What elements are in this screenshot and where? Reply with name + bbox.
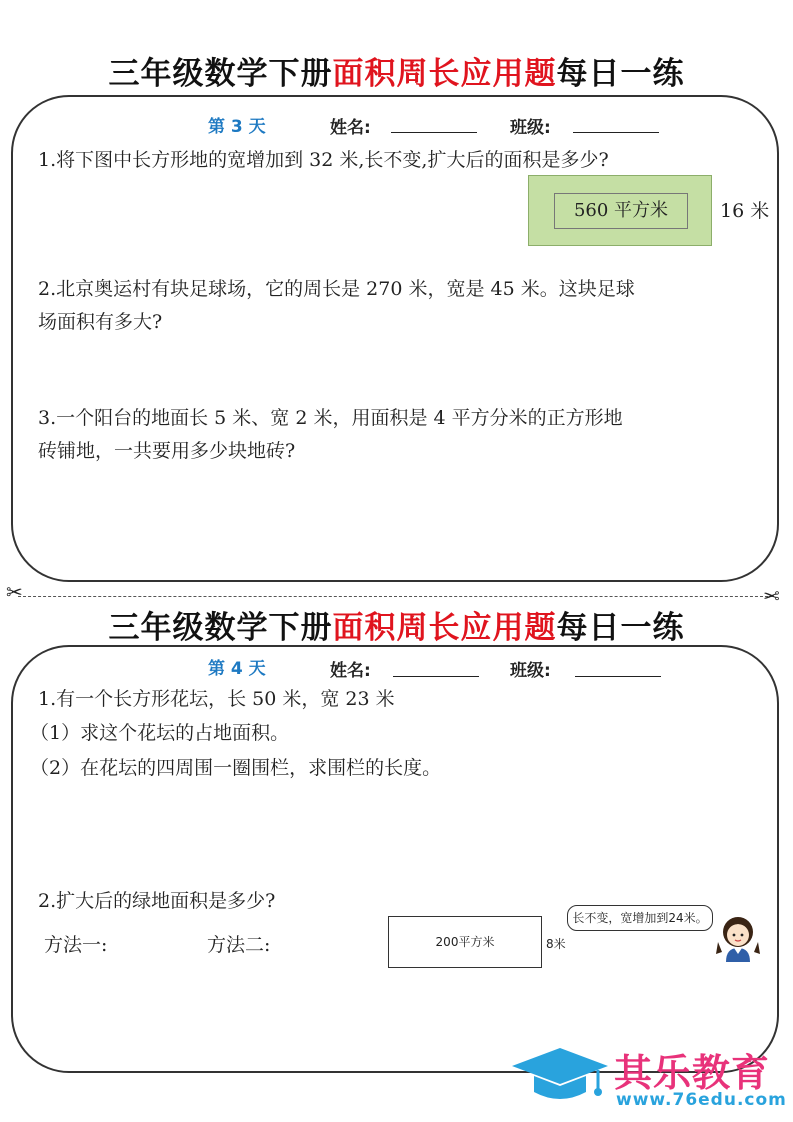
name-label: 姓名: [330,118,371,138]
scissors-icon: ✂ [6,580,23,604]
figure-side-label: 8米 [546,937,566,951]
question-1: 1.有一个长方形花坛，长 50 米，宽 23 米 [38,688,395,710]
girl-avatar-icon [714,912,762,964]
worksheet-title-2 [0,602,793,647]
question-1: 1.将下图中长方形地的宽增加到 32 米,长不变,扩大后的面积是多少? [38,149,609,171]
rectangle-figure [528,175,712,246]
graduation-cap-icon [510,1044,610,1110]
title-part-topic: 面积周长应用题 [332,56,557,92]
question-2: 2.扩大后的绿地面积是多少? [38,890,276,912]
title-part-daily: 每日一练 [556,610,685,646]
name-blank[interactable] [391,132,477,133]
title-part-daily: 每日一练 [556,56,685,92]
cut-line [18,596,773,597]
name-label: 姓名: [330,661,371,681]
question-2-line2: 场面积有多大? [38,311,163,333]
question-3-line1: 3.一个阳台的地面长 5 米、宽 2 米，用面积是 4 平方分米的正方形地 [38,407,623,429]
green-area-figure: 200平方米 [388,916,542,968]
figure-area-label: 560 平方米 [554,193,688,229]
method-one-label: 方法一: [44,934,108,956]
worksheet-title-1 [0,48,793,93]
question-1-part-2: （2）在花坛的四周围一圈围栏，求围栏的长度。 [30,757,442,779]
scissors-icon: ✂ [763,584,780,608]
question-2-line1: 2.北京奥运村有块足球场，它的周长是 270 米，宽是 45 米。这块足球 [38,278,635,300]
class-label: 班级: [510,118,551,138]
name-blank[interactable] [393,676,479,677]
day-label-4: 第 4 天 [208,659,266,679]
class-label: 班级: [510,661,551,681]
class-blank[interactable] [575,676,661,677]
method-two-label: 方法二: [207,934,271,956]
title-part-grade: 三年级数学下册 [108,610,333,646]
class-blank[interactable] [573,132,659,133]
figure-width-label: 16 米 [720,200,770,222]
title-part-topic: 面积周长应用题 [332,610,557,646]
question-3-line2: 砖铺地，一共要用多少块地砖? [38,440,296,462]
question-1-part-1: （1）求这个花坛的占地面积。 [30,722,290,744]
logo-url[interactable]: www.76edu.com [616,1090,787,1110]
logo-name: 其乐教育 [614,1051,771,1095]
title-part-grade: 三年级数学下册 [108,56,333,92]
day-label-3: 第 3 天 [208,117,266,137]
speech-bubble: 长不变，宽增加到24米。 [567,905,713,931]
